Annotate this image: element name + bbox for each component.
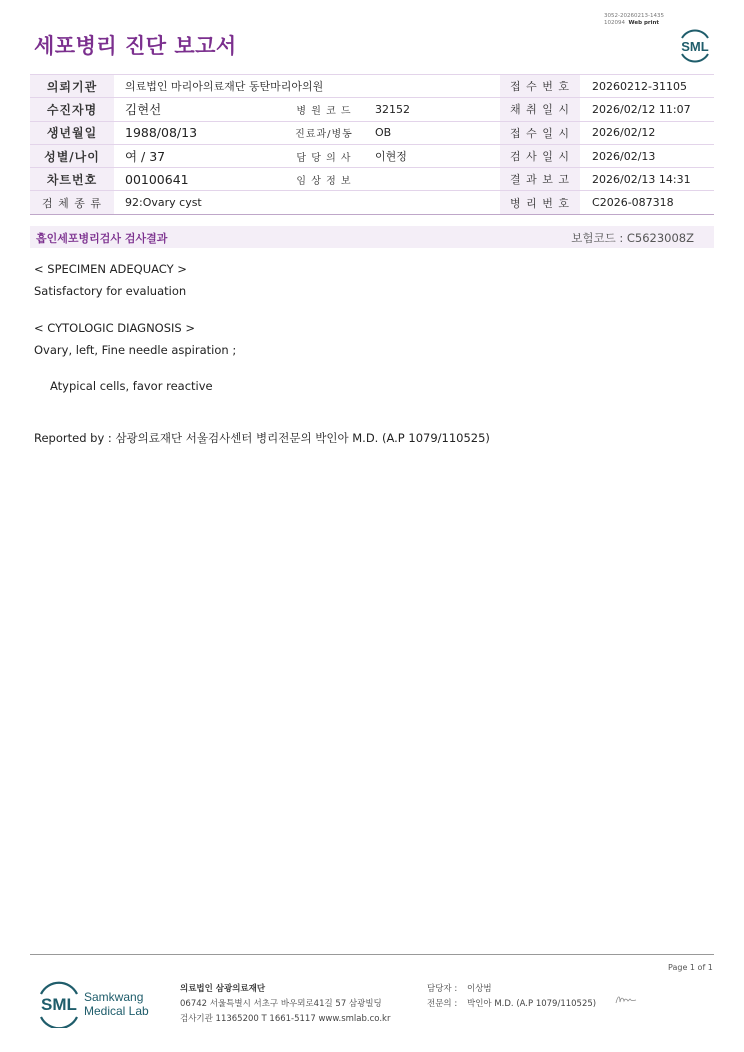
table-row bbox=[30, 75, 714, 98]
label-patient-name: 수진자명 bbox=[30, 98, 114, 121]
logo-bottom-name-2: Medical Lab bbox=[84, 1004, 149, 1018]
logo-bottom-name-1: Samkwang bbox=[84, 990, 144, 1004]
report-title: 세포병리 진단 보고서 bbox=[34, 34, 237, 58]
adequacy-text: Satisfactory for evaluation bbox=[34, 284, 187, 298]
label-attending-doctor: 담 당 의 사 bbox=[284, 144, 364, 167]
label-collection-datetime: 채 취 일 시 bbox=[500, 98, 580, 121]
value-department: OB bbox=[364, 121, 500, 144]
label-test-datetime: 검 사 일 시 bbox=[500, 144, 580, 167]
label-result-report: 결 과 보 고 bbox=[500, 168, 580, 191]
label-birth-date: 생년월일 bbox=[30, 121, 114, 144]
footer-specialist: 박인아 M.D. (A.P 1079/110525) bbox=[467, 999, 597, 1009]
section-title: 흡인세포병리검사 검사결과 bbox=[36, 232, 168, 245]
label-requesting-institution: 의뢰기관 bbox=[30, 75, 114, 98]
value-pathology-number: C2026-087318 bbox=[580, 191, 714, 214]
patient-info-table bbox=[30, 74, 714, 215]
adequacy-heading: < SPECIMEN ADEQUACY > bbox=[34, 262, 187, 276]
footer-address: 06742 서울특별시 서초구 바우뫼로41길 57 삼광빌딩 bbox=[180, 999, 382, 1009]
value-patient-name: 김현선 bbox=[114, 98, 284, 121]
value-test-datetime: 2026/02/13 bbox=[580, 144, 714, 167]
table-row bbox=[30, 121, 714, 144]
table-row bbox=[30, 98, 714, 121]
logo-top-text: SML bbox=[681, 39, 709, 54]
value-receipt-datetime: 2026/02/12 bbox=[580, 121, 714, 144]
value-collection-datetime: 2026/02/12 11:07 bbox=[580, 98, 714, 121]
logo-bottom-sml: SML bbox=[41, 995, 77, 1014]
value-result-report: 2026/02/13 14:31 bbox=[580, 168, 714, 191]
label-sex-age: 성별/나이 bbox=[30, 144, 114, 167]
label-receipt-number: 접 수 번 호 bbox=[500, 75, 580, 98]
value-chart-number: 00100641 bbox=[114, 168, 284, 191]
table-row bbox=[30, 191, 714, 214]
label-department: 진료과/병동 bbox=[284, 121, 364, 144]
footer-divider bbox=[30, 954, 714, 955]
print-reference-line-2: 102094 Web print bbox=[604, 20, 660, 26]
diagnosis-result: Atypical cells, favor reactive bbox=[50, 379, 213, 393]
print-reference bbox=[604, 13, 694, 27]
footer-specialist-label: 전문의 : bbox=[427, 999, 458, 1009]
value-requesting-institution: 의료법인 마리아의료재단 동탄마리아의원 bbox=[114, 75, 500, 98]
value-receipt-number: 20260212-31105 bbox=[580, 75, 714, 98]
value-birth-date: 1988/08/13 bbox=[114, 121, 284, 144]
footer-manager-label: 담당자 : bbox=[427, 984, 458, 994]
diagnosis-site: Ovary, left, Fine needle aspiration ; bbox=[34, 343, 237, 357]
diagnosis-heading: < CYTOLOGIC DIAGNOSIS > bbox=[34, 321, 196, 335]
label-hospital-code: 병 원 코 드 bbox=[284, 98, 364, 121]
table-row bbox=[30, 168, 714, 191]
footer-org-name: 의료법인 삼광의료재단 bbox=[180, 984, 266, 994]
page-number: Page 1 of 1 bbox=[668, 963, 713, 972]
label-pathology-number: 병 리 번 호 bbox=[500, 191, 580, 214]
label-chart-number: 차트번호 bbox=[30, 168, 114, 191]
print-reference-line-1: 3052-20260213-1435 bbox=[604, 13, 664, 19]
web-print-label: Web print bbox=[628, 20, 660, 26]
signature-icon bbox=[614, 993, 638, 1007]
reported-by: Reported by : 삼광의료재단 서울검사센터 병리전문의 박인아 M.D. (A.P 1079/110525) bbox=[34, 431, 490, 445]
footer-contact: 검사기관 11365200 T 1661-5117 www.smlab.co.kr bbox=[180, 1014, 391, 1024]
value-attending-doctor: 이현정 bbox=[364, 144, 500, 167]
samkwang-logo-icon bbox=[38, 980, 156, 1028]
value-hospital-code: 32152 bbox=[364, 98, 500, 121]
sml-logo-icon bbox=[676, 26, 714, 64]
result-section-bar bbox=[30, 226, 714, 248]
footer-manager: 이상범 bbox=[467, 984, 492, 994]
value-clinical-info bbox=[364, 168, 500, 191]
label-clinical-info: 임 상 정 보 bbox=[284, 168, 364, 191]
table-row bbox=[30, 144, 714, 167]
value-specimen-type: 92:Ovary cyst bbox=[114, 191, 500, 214]
label-receipt-datetime: 접 수 일 시 bbox=[500, 121, 580, 144]
value-sex-age: 여 / 37 bbox=[114, 144, 284, 167]
insurance-code: 보험코드 : C5623008Z bbox=[571, 231, 694, 245]
label-specimen-type: 검 체 종 류 bbox=[30, 191, 114, 214]
